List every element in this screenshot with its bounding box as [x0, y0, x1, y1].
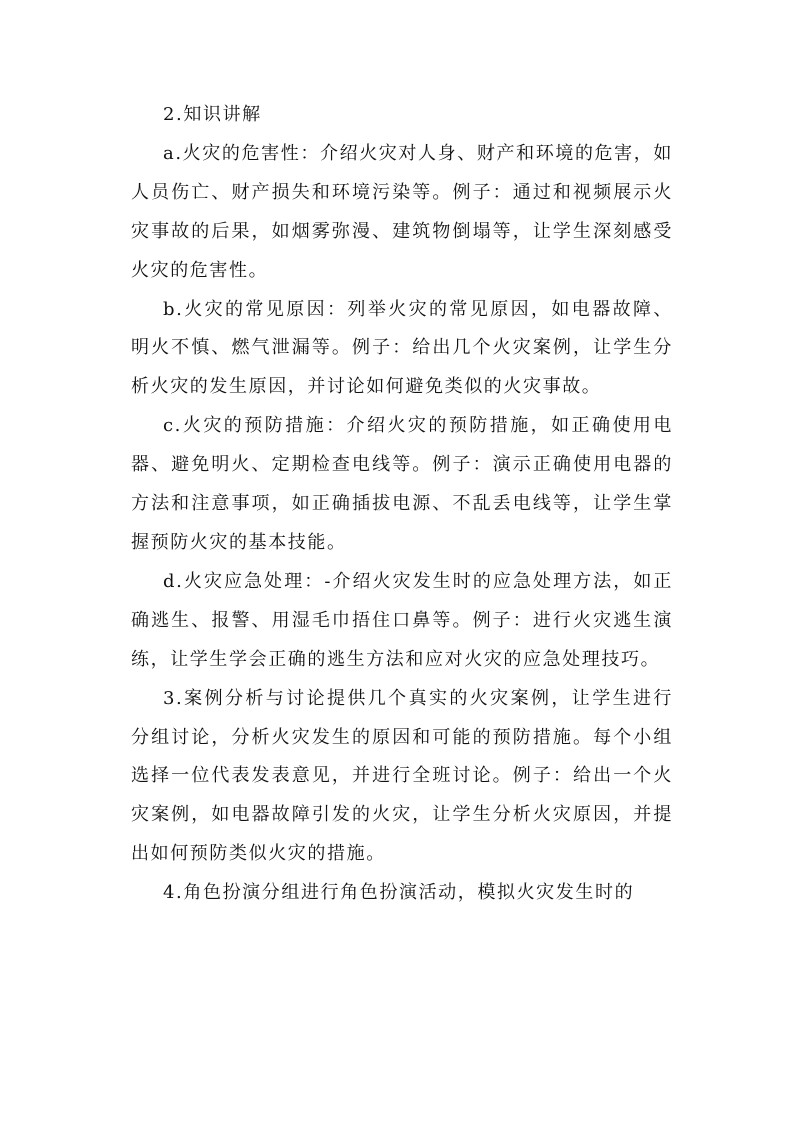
- paragraph-fire-hazards: a.火灾的危害性：介绍火灾对人身、财产和环境的危害，如人员伤亡、财产损失和环境污染等。例子：通过和视频展示火灾事故的后果，如烟雾弥漫、建筑物倒塌等，让学生深刻感受火灾的危害性。: [131, 142, 673, 281]
- paragraph-case-analysis: 3.案例分析与讨论提供几个真实的火灾案例，让学生进行分组讨论，分析火灾发生的原因和可能的预防措施。每个小组选择一位代表发表意见，并进行全班讨论。例子：给出一个火灾案例，如电器故障引发的火灾，让学生分析火灾原因，并提出如何预防类似火灾的措施。: [131, 687, 673, 865]
- paragraph-fire-causes: b.火灾的常见原因：列举火灾的常见原因，如电器故障、明火不慎、燃气泄漏等。例子：给出几个火灾案例，让学生分析火灾的发生原因，并讨论如何避免类似的火灾事故。: [131, 298, 673, 398]
- paragraph-fire-prevention: c.火灾的预防措施：介绍火灾的预防措施，如正确使用电器、避免明火、定期检查电线等。例子：演示正确使用电器的方法和注意事项，如正确插拔电源、不乱丢电线等，让学生掌握预防火灾的基本技能。: [131, 415, 673, 553]
- paragraph-fire-emergency: d.火灾应急处理：-介绍火灾发生时的应急处理方法，如正确逃生、报警、用湿毛巾捂住口鼻等。例子：进行火灾逃生演练，让学生学会正确的逃生方法和应对火灾的应急处理技巧。: [131, 570, 673, 670]
- paragraph-role-play: 4.角色扮演分组进行角色扮演活动，模拟火灾发生时的: [163, 882, 635, 904]
- section-heading-knowledge: 2.知识讲解: [163, 104, 262, 125]
- document-body: [131, 96, 673, 913]
